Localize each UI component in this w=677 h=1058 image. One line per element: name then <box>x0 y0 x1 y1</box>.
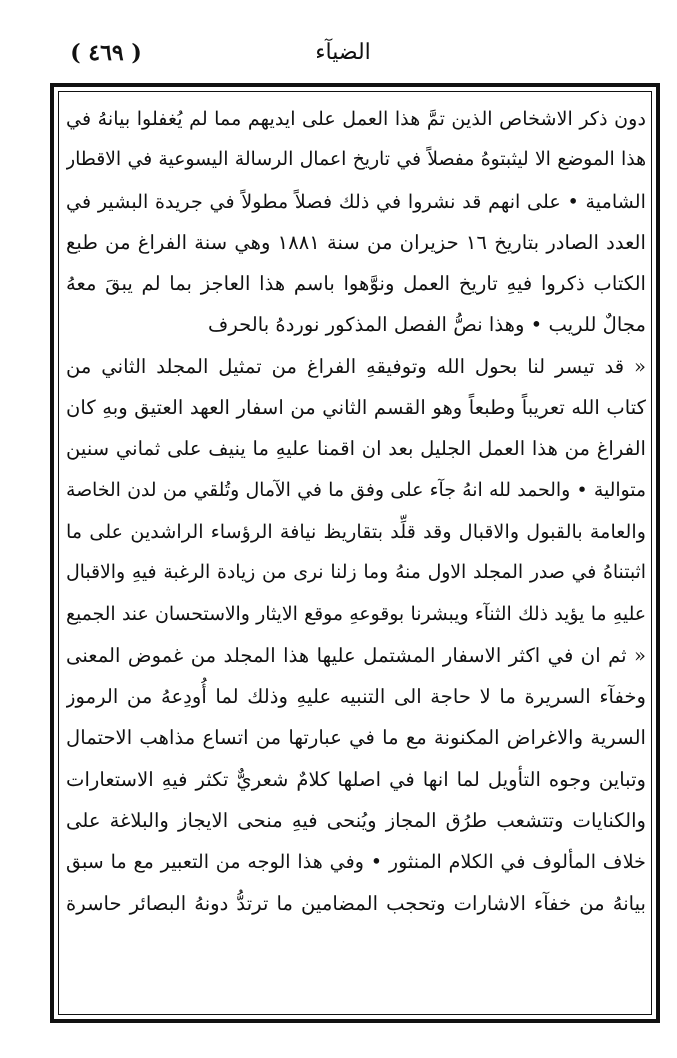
text-line: خلاف المألوف في الكلام المنثور • وفي هذا الوجه من التعبير مع ما سبق <box>66 850 646 874</box>
text-line: الفراغ من هذا العمل الجليل بعد ان اقمنا عليهِ ما ينيف على ثماني سنين <box>66 437 646 461</box>
text-line: الكتاب ذكروا فيهِ تاريخ العمل ونوَّهوا باسم هذا العاجز بما لم يبقَ معهُ <box>66 272 646 296</box>
paragraph <box>66 635 646 924</box>
paragraph <box>66 98 646 346</box>
text-line: متوالية • والحمد لله انهُ جآء على وفق ما في الآمال وتُلقي من لدن الخاصة <box>66 479 646 501</box>
text-line: بيانهُ من خفآء الاشارات وتحجب المضامين ما ترتدُّ دونهُ البصائر حاسرة <box>66 891 646 915</box>
text-line: والعامة بالقبول والاقبال وقد قلِّد بتقاريظ نيافة الرؤساء الراشدين على ما <box>66 519 646 543</box>
text-line: العدد الصادر بتاريخ ١٦ حزيران من سنة ١٨٨١ وهي سنة الفراغ من طبع <box>66 230 646 254</box>
text-line: الشامية • على انهم قد نشروا في ذلك فصلاً مطولاً في جريدة البشير في <box>66 189 646 213</box>
text-line: والكنايات وتتشعب طرُق المجاز ويُنحى فيهِ منحى الايجاز والبلاغة على <box>66 809 646 833</box>
text-line: اثبتناهُ في صدر المجلد الاول منهُ وما زلنا نرى من زيادة الرغبة فيهِ والاقبال <box>66 562 646 584</box>
page-number: ( ٤٦٩ ) <box>70 40 142 66</box>
paragraph <box>66 346 646 635</box>
text-line: « ثم ان في اكثر الاسفار المشتمل عليها هذا المجلد من غموض المعنى <box>66 643 646 667</box>
text-line: هذا الموضع الا ليثبتوهُ مفصلاً في تاريخ اعمال الرسالة اليسوعية في الاقطار <box>66 149 646 171</box>
body-text <box>66 98 646 924</box>
text-line: « قد تيسر لنا بحول الله وتوفيقهِ الفراغ من تمثيل المجلد الثاني من <box>66 354 646 378</box>
text-line: وتباين وجوه التأويل لما انها في اصلها كلامٌ شعريٌّ تكثر فيهِ الاستعارات <box>66 767 646 791</box>
text-line: عليهِ ما يؤيد ذلك الثنآء ويبشرنا بوقوعهِ موقع الايثار والاستحسان عند الجميع <box>66 603 646 625</box>
text-line: دون ذكر الاشخاص الذين تمَّ هذا العمل على ايديهم مما لم يُغفلوا بيانهُ في <box>66 107 646 130</box>
running-title: الضيآء <box>315 40 371 65</box>
text-line: السرية والاغراض المكنونة مع ما في عبارتها من اتساع مذاهب الاحتمال <box>66 726 646 750</box>
text-line: مجالٌ للريب • وهذا نصُّ الفصل المذكور نوردهُ بالحرف <box>208 313 646 337</box>
text-line: كتاب الله تعريباً وطبعاً وهو القسم الثاني من اسفار العهد العتيق وبهِ كان <box>66 396 646 420</box>
text-line: وخفآء السريرة ما لا حاجة الى التنبيه عليهِ وذلك لما أُودِعهُ من الرموز <box>66 685 646 709</box>
